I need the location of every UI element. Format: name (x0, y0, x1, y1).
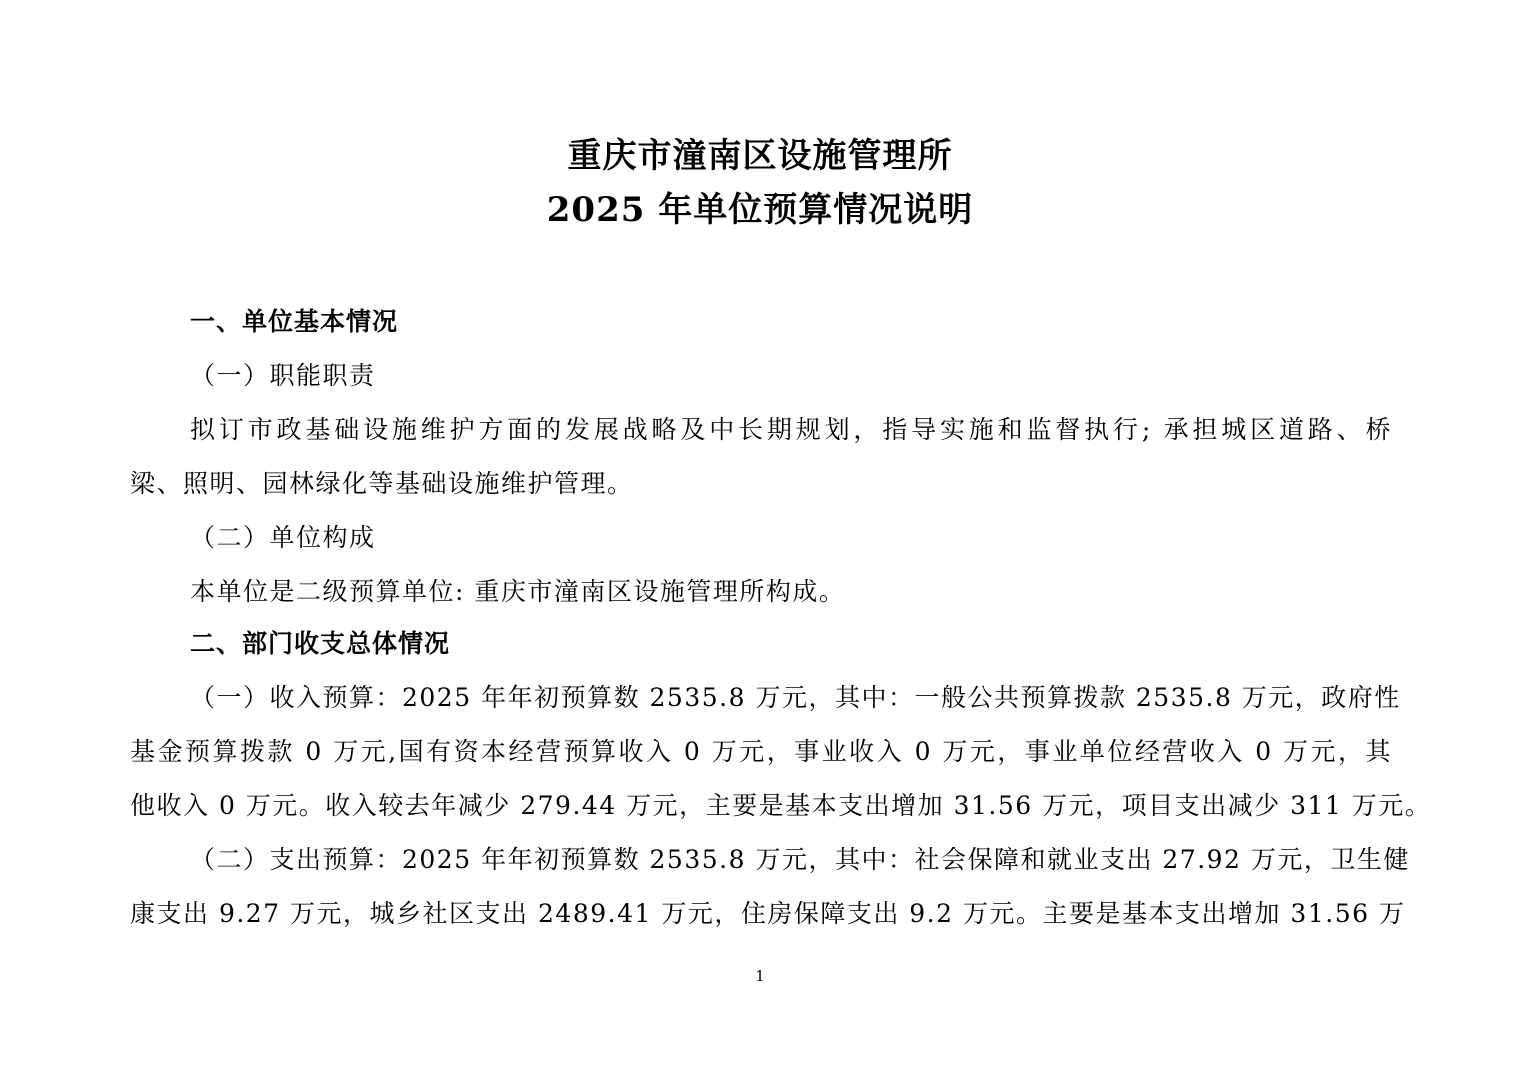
section2-expense-line1: （二）支出预算：2025 年年初预算数 2535.8 万元，其中：社会保障和就业支出 27.92 万元，卫生健 (190, 845, 1410, 874)
section1-sub2-text: 本单位是二级预算单位: 重庆市潼南区设施管理所构成。 (190, 577, 846, 606)
section2-expense-line2: 康支出 9.27 万元，城乡社区支出 2489.41 万元，住房保障支出 9.2 万元。主要是基本支出增加 31.56 万 (130, 899, 1406, 928)
section1-sub1-heading: （一）职能职责 (190, 361, 376, 390)
section1-sub1-text-line1: 拟订市政基础设施维护方面的发展战略及中长期规划，指导实施和监督执行; 承担城区道路、桥 (190, 415, 1392, 444)
section2-income-line2: 基金预算拨款 0 万元,国有资本经营预算收入 0 万元，事业收入 0 万元，事业单位经营收入 0 万元，其 (130, 737, 1392, 766)
section2-income-line1: （一）收入预算：2025 年年初预算数 2535.8 万元，其中：一般公共预算拨款 2535.8 万元，政府性 (190, 683, 1401, 712)
section1-sub2-heading: （二）单位构成 (190, 523, 376, 552)
document-title-line2: 2025 年单位预算情况说明 (546, 190, 974, 230)
document-title-line1: 重庆市潼南区设施管理所 (567, 136, 953, 176)
page-number: 1 (755, 967, 765, 985)
section2-heading: 二、部门收支总体情况 (190, 629, 451, 658)
section1-heading: 一、单位基本情况 (190, 307, 399, 336)
section2-income-line3: 他收入 0 万元。收入较去年减少 279.44 万元，主要是基本支出增加 31.56 万元，项目支出减少 311 万元。 (130, 791, 1432, 820)
section1-sub1-text-line2: 梁、照明、园林绿化等基础设施维护管理。 (130, 469, 634, 498)
